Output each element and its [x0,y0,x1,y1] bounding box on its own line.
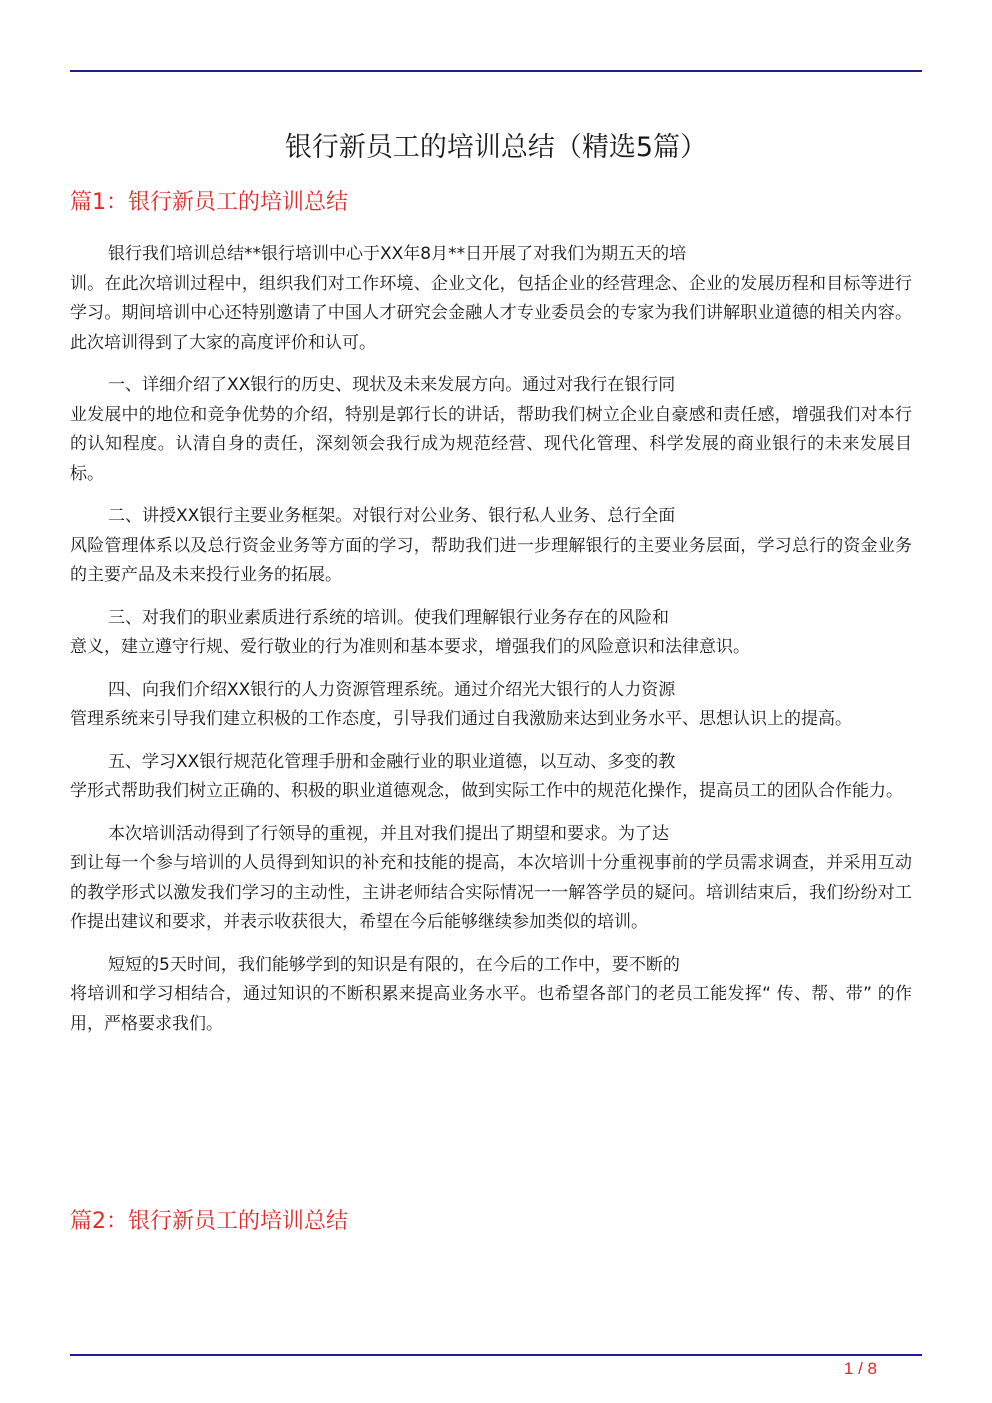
footer-rule [70,1354,922,1356]
paragraph-body: 管理系统来引导我们建立积极的工作态度，引导我们通过自我激励来达到业务水平、思想认识上的提高。 [70,709,852,729]
paragraph-7 [70,820,912,938]
paragraph-3 [70,502,912,591]
paragraph-body: 业发展中的地位和竞争优势的介绍，特别是郭行长的讲话，帮助我们树立企业自豪感和责任感，增强我们对本行的认知程度。认清自身的责任，深刻领会我行成为规范经营、现代化管理、科学发展的商业银行的未来发展目标。 [70,404,912,484]
paragraph-first-line: 二、讲授XX银行主要业务框架。对银行对公业务、银行私人业务、总行全面 [108,506,676,526]
document-title: 银行新员工的培训总结（精选5篇） [284,132,708,163]
paragraph-body: 意义，建立遵守行规、爱行敬业的行为准则和基本要求，增强我们的风险意识和法律意识。 [70,637,750,657]
paragraph-first-line: 一、详细介绍了XX银行的历史、现状及未来发展方向。通过对我行在银行同 [108,375,676,395]
paragraph-first-line: 三、对我们的职业素质进行系统的培训。使我们理解银行业务存在的风险和 [108,607,669,628]
paragraph-body: 学形式帮助我们树立正确的、积极的职业道德观念，做到实际工作中的规范化操作，提高员工的团队合作能力。 [70,781,903,801]
paragraph-1 [70,240,912,358]
paragraph-6 [70,748,912,807]
paragraph-5 [70,676,912,735]
paragraph-2 [70,371,912,489]
paragraph-first-line: 银行我们培训总结**银行培训中心于XX年8月**日开展了对我们为期五天的培 [108,244,687,264]
paragraph-8 [70,951,912,1040]
paragraph-body: 到让每一个参与培训的人员得到知识的补充和技能的提高，本次培训十分重视事前的学员需求调查，并采用互动的教学形式以激发我们学习的主动性，主讲老师结合实际情况一一解答学员的疑问。培训结束后，我们纷纷对工作提出建议和要求，并表示收获很大，希望在今后能够继续参加类似的培训。 [70,853,912,932]
header-rule [70,70,922,72]
paragraph-4 [70,604,912,663]
paragraph-first-line: 四、向我们介绍XX银行的人力资源管理系统。通过介绍光大银行的人力资源 [108,679,676,700]
paragraph-body: 风险管理体系以及总行资金业务等方面的学习，帮助我们进一步理解银行的主要业务层面，学习总行的资金业务的主要产品及未来投行业务的拓展。 [70,535,912,585]
page-number: 1 / 8 [843,1359,877,1378]
section-2-heading: 篇2：银行新员工的培训总结 [70,1209,348,1234]
paragraph-body: 将培训和学习相结合，通过知识的不断积累来提高业务水平。也希望各部门的老员工能发挥“ 传、帮、带” 的作用，严格要求我们。 [70,984,912,1034]
paragraph-first-line: 本次培训活动得到了行领导的重视，并且对我们提出了期望和要求。为了达 [108,823,669,844]
section-1-heading: 篇1：银行新员工的培训总结 [70,190,348,215]
paragraph-body: 训。在此次培训过程中，组织我们对工作环境、企业文化，包括企业的经营理念、企业的发展历程和目标等进行学习。期间培训中心还特别邀请了中国人才研究会金融人才专业委员会的专家为我们讲解职业道德的相关内容。此次培训得到了大家的高度评价和认可。 [70,273,912,353]
paragraph-first-line: 五、学习XX银行规范化管理手册和金融行业的职业道德，以互动、多变的教 [108,751,676,772]
paragraph-first-line: 短短的5天时间，我们能够学到的知识是有限的，在今后的工作中，要不断的 [108,954,680,975]
section-1-body [70,240,912,1052]
